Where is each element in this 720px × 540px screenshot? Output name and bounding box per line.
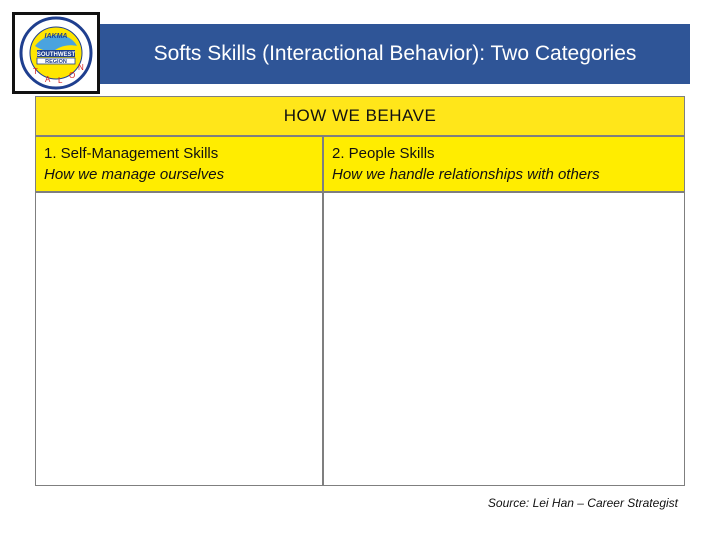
category-cell-people-skills xyxy=(324,137,684,191)
logo xyxy=(12,12,100,94)
table-body-cell-right xyxy=(324,191,684,485)
category-subtitle: How we manage ourselves xyxy=(44,166,225,183)
svg-text:T: T xyxy=(33,67,38,76)
svg-text:O: O xyxy=(69,71,76,80)
svg-text:A: A xyxy=(45,75,51,84)
behavior-table xyxy=(35,96,685,486)
svg-text:L: L xyxy=(58,76,63,85)
org-logo-icon xyxy=(17,16,95,90)
title-bar xyxy=(100,24,690,84)
category-subtitle: How we handle relationships with others xyxy=(332,166,600,183)
svg-text:SOUTHWEST: SOUTHWEST xyxy=(36,52,76,58)
svg-text:REGION: REGION xyxy=(45,59,67,65)
svg-text:N: N xyxy=(78,63,84,72)
category-cell-self-management xyxy=(36,137,324,191)
slide-title: Softs Skills (Interactional Behavior): Two Categories xyxy=(153,42,637,65)
category-title: 1. Self-Management Skills xyxy=(44,145,219,162)
table-header: HOW WE BEHAVE xyxy=(36,97,684,137)
svg-text:IAKMA: IAKMA xyxy=(44,33,68,40)
category-title: 2. People Skills xyxy=(332,145,435,162)
table-body-cell-left xyxy=(36,191,324,485)
source-citation: Source: Lei Han – Career Strategist xyxy=(487,496,678,510)
